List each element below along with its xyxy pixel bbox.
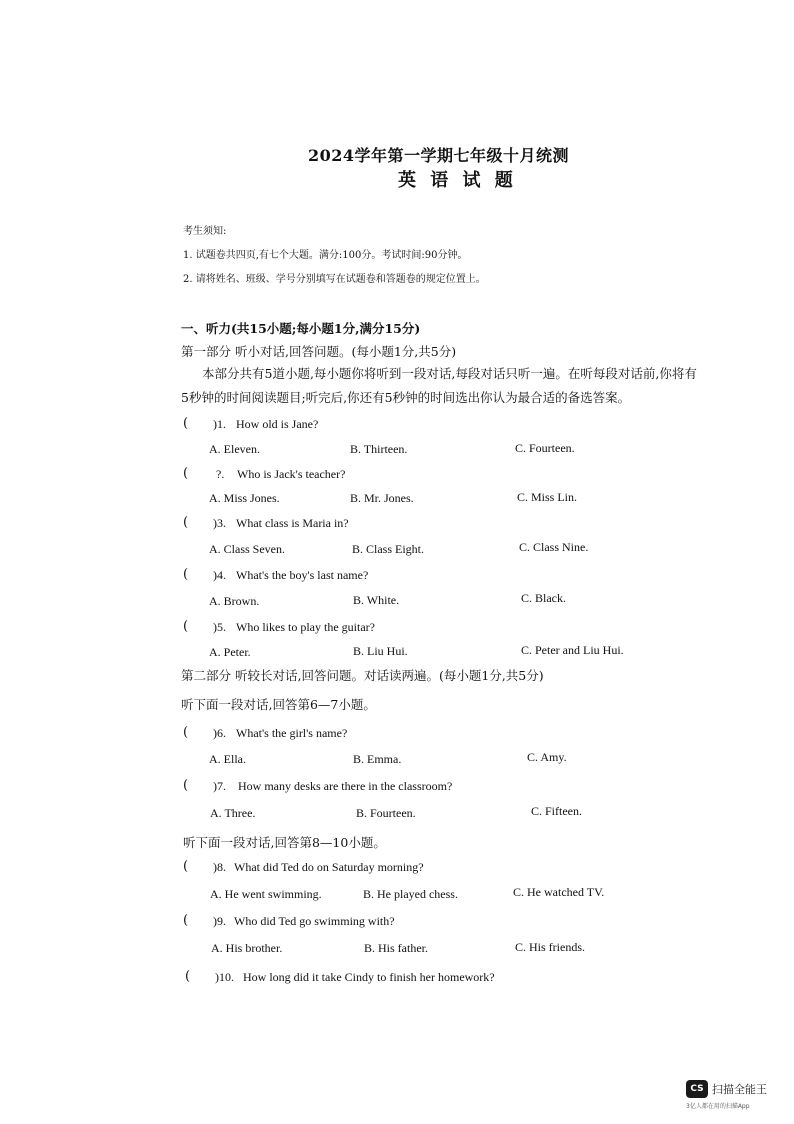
option-a: A. Three. [210,806,256,820]
question-text: How long did it take Cindy to finish her homework? [243,970,495,984]
option-c: C. Fifteen. [531,804,582,818]
option-b: B. Emma. [353,752,402,766]
notice-heading: 考生须知: [183,226,227,237]
question-text: What's the girl's name? [236,726,348,740]
question-number: )9. [213,914,226,928]
answer-blank-open: ( [183,515,189,530]
option-b: B. Fourteen. [356,806,416,820]
part1-heading: 第一部分 听小对话,回答问题。(每小题1分,共5分) [181,344,457,359]
watermark-name: 扫描全能王 [712,1083,767,1096]
option-c: C. Black. [521,591,566,605]
question-text: How many desks are there in the classroom? [238,779,453,793]
answer-blank-open: ( [183,725,189,740]
camscanner-logo-icon: CS [686,1080,708,1098]
group1-instruction: 听下面一段对话,回答第6—7小题。 [181,697,376,712]
option-b: B. Mr. Jones. [350,491,414,505]
option-c: C. Miss Lin. [517,490,578,504]
answer-blank-open: ( [185,969,191,984]
option-c: C. Amy. [527,750,567,764]
option-b: B. His father. [364,941,428,955]
question-number: )8. [213,860,226,874]
option-c: C. He watched TV. [513,885,605,899]
question-number: )6. [213,726,226,740]
option-a: A. Ella. [209,752,246,766]
group2-instruction: 听下面一段对话,回答第8—10小题。 [183,835,386,850]
option-c: C. Class Nine. [519,540,589,554]
question-number: )3. [213,516,226,530]
watermark-tagline: 3亿人都在用的扫描App [686,1103,750,1110]
option-a: A. Miss Jones. [209,491,280,505]
answer-blank-open: ( [183,778,189,793]
option-b: B. Thirteen. [350,442,408,456]
option-a: A. His brother. [211,941,283,955]
question-text: What class is Maria in? [236,516,349,530]
option-a: A. He went swimming. [210,887,322,901]
answer-blank-open: ( [183,416,189,431]
question-number: )1. [213,417,226,431]
notice-item-2: 2. 请将姓名、班级、学号分别填写在试题卷和答题卷的规定位置上。 [183,274,486,285]
answer-blank-open: ( [183,466,189,481]
question-text: Who is Jack's teacher? [237,467,346,481]
question-text: What did Ted do on Saturday morning? [234,860,424,874]
answer-blank-open: ( [183,567,189,582]
question-number: )7. [213,779,226,793]
option-b: B. Class Eight. [352,542,425,556]
answer-blank-open: ( [183,859,189,874]
option-b: B. Liu Hui. [353,644,408,658]
answer-blank-open: ( [183,619,189,634]
answer-blank-open: ( [183,913,189,928]
exam-title: 2024学年第一学期七年级十月统测 [308,146,570,165]
question-number: )10. [215,970,234,984]
option-a: A. Brown. [209,594,260,608]
question-number: )4. [213,568,226,582]
option-a: A. Peter. [209,645,251,659]
notice-item-1: 1. 试题卷共四页,有七个大题。满分:100分。考试时间:90分钟。 [183,250,468,261]
part1-instruction-line2: 5秒钟的时间阅读题目;听完后,你还有5秒钟的时间选出你认为最合适的备选答案。 [181,390,631,405]
question-text: How old is Jane? [236,417,319,431]
part2-heading: 第二部分 听较长对话,回答问题。对话读两遍。(每小题1分,共5分) [181,668,544,683]
question-number: ?. [216,467,225,481]
option-c: C. Peter and Liu Hui. [521,643,624,657]
question-number: )5. [213,620,226,634]
option-a: A. Eleven. [209,442,260,456]
exam-subtitle: 英 语 试 题 [398,170,517,191]
option-b: B. White. [353,593,400,607]
option-a: A. Class Seven. [209,542,285,556]
question-text: Who did Ted go swimming with? [234,914,395,928]
option-b: B. He played chess. [363,887,458,901]
question-text: What's the boy's last name? [236,568,369,582]
scanner-watermark [686,1080,786,1114]
option-c: C. His friends. [515,940,585,954]
section-heading-listening: 一、听力(共15小题;每小题1分,满分15分) [181,321,421,336]
option-c: C. Fourteen. [515,441,575,455]
part1-instruction-line1: 本部分共有5道小题,每小题你将听到一段对话,每段对话只听一遍。在听每段对话前,你将有 [202,366,697,381]
question-text: Who likes to play the guitar? [236,620,375,634]
